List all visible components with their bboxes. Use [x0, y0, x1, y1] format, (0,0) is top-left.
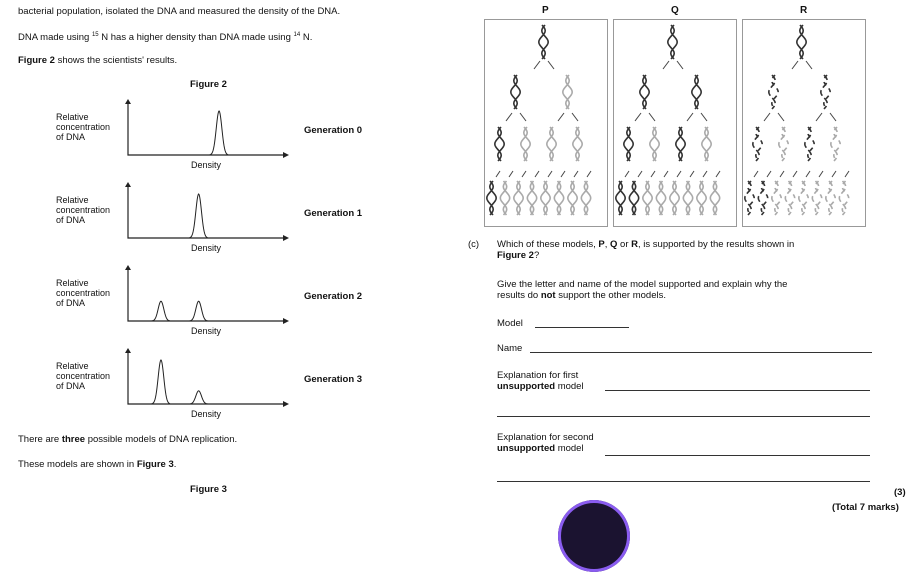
explanation-2-answer-line[interactable]: [605, 455, 870, 456]
y-axis-label-gen-2: Relative concentration of DNA: [56, 278, 111, 308]
intro-line-3: Figure 2 shows the scientists' results.: [18, 55, 178, 66]
arrow-g2-a-5: [561, 171, 565, 177]
explanation-1-label-2: unsupported model: [497, 381, 584, 392]
y-arrowhead: [125, 265, 131, 270]
figure-2-title: Figure 2: [190, 79, 227, 90]
arrow-g1-2: [816, 113, 822, 121]
generation-label-2: Generation 2: [304, 291, 363, 302]
arrow-g1-3: [701, 113, 707, 121]
arrow-g2-a-1: [638, 171, 642, 177]
x-axis-label-gen-1: Density: [191, 243, 222, 253]
helix-g2-2-b: [808, 127, 814, 161]
arrow-g2-a-4: [548, 171, 552, 177]
panel-label-r: R: [800, 5, 808, 16]
arrow-g2-a-1: [509, 171, 513, 177]
arrow-g0-r: [806, 61, 812, 69]
helix-g3-6-b: [829, 181, 835, 215]
model-diagram-q: [613, 19, 735, 225]
arrow-g0-l: [792, 61, 798, 69]
panel-label-p: P: [542, 5, 549, 16]
explanation-1-answer-line[interactable]: [605, 390, 870, 391]
arrow-g1-0: [506, 113, 512, 121]
y-arrowhead: [125, 182, 131, 187]
explanation-2-label-2: unsupported model: [497, 443, 584, 454]
models-line-1: There are three possible models of DNA replication.: [18, 434, 238, 445]
intro-line-1: bacterial population, isolated the DNA and measured the density of the DNA.: [18, 6, 341, 17]
arrow-g2-a-0: [625, 171, 629, 177]
x-axis-label-gen-0: Density: [191, 160, 222, 170]
arrow-g1-3: [830, 113, 836, 121]
peak-gen-3-1: [190, 391, 208, 404]
axes: [128, 351, 285, 404]
peak-gen-3-0: [152, 360, 170, 404]
panel-label-q: Q: [671, 5, 679, 16]
peak-gen-1-0: [190, 194, 208, 238]
helix-g3-7-b: [842, 181, 848, 215]
models-line-2: These models are shown in Figure 3.: [18, 459, 177, 470]
explanation-1-answer-line-2[interactable]: [497, 416, 870, 417]
arrow-g1-1: [520, 113, 526, 121]
total-marks: (Total 7 marks): [832, 502, 899, 513]
x-axis-label-gen-2: Density: [191, 326, 222, 336]
axes: [128, 185, 285, 238]
explanation-2-label: Explanation for second: [497, 432, 594, 443]
helix-g1-1-b: [824, 75, 830, 109]
y-axis-label-gen-3: Relative concentration of DNA: [56, 361, 111, 391]
generation-label-0: Generation 0: [304, 125, 363, 136]
arrow-g2-a-0: [754, 171, 758, 177]
question-number: (c): [468, 239, 480, 250]
helix-g3-1-b: [761, 181, 767, 215]
helix-g2-3-b: [834, 127, 840, 161]
arrow-g1-1: [778, 113, 784, 121]
arrow-g1-2: [558, 113, 564, 121]
arrow-g2-a-3: [535, 171, 539, 177]
helix-g3-0-b: [748, 181, 754, 215]
helix-g2-1-b: [782, 127, 788, 161]
peak-gen-2-1: [190, 301, 208, 321]
helix-g3-5-b: [815, 181, 821, 215]
arrow-g2-a-0: [496, 171, 500, 177]
name-label: Name: [497, 343, 523, 354]
helix-g3-2-b: [775, 181, 781, 215]
arrow-g2-a-2: [780, 171, 784, 177]
x-arrowhead: [283, 152, 289, 158]
arrow-g2-a-5: [819, 171, 823, 177]
instruction-line-1: Give the letter and name of the model supported and explain why the: [497, 279, 788, 290]
y-axis-label-gen-1: Relative concentration of DNA: [56, 195, 111, 225]
arrow-g2-a-6: [703, 171, 707, 177]
graph-gen-2: [125, 266, 295, 326]
graph-gen-1: [125, 183, 295, 243]
arrow-g2-a-3: [664, 171, 668, 177]
generation-label-3: Generation 3: [304, 374, 363, 385]
question-text-2: Figure 2?: [497, 250, 540, 261]
generation-label-1: Generation 1: [304, 208, 363, 219]
helix-g2-0-b: [756, 127, 762, 161]
arrow-g2-a-2: [651, 171, 655, 177]
arrow-g2-a-6: [832, 171, 836, 177]
arrow-g0-r: [677, 61, 683, 69]
name-answer-line[interactable]: [530, 352, 872, 353]
arrow-g0-l: [534, 61, 540, 69]
graph-gen-3: [125, 349, 295, 409]
arrow-g0-l: [663, 61, 669, 69]
arrow-g2-a-7: [845, 171, 849, 177]
x-arrowhead: [283, 318, 289, 324]
helix-g1-0-b: [772, 75, 778, 109]
arrow-g1-2: [687, 113, 693, 121]
intro-line-2: DNA made using $^{15}$ N has a higher density than DNA made using $^{14}$ N.: [18, 32, 313, 44]
arrow-g2-a-4: [677, 171, 681, 177]
overlay-badge[interactable]: [558, 500, 630, 572]
helix-g3-4-b: [802, 181, 808, 215]
arrow-g1-0: [764, 113, 770, 121]
explanation-1-label: Explanation for first: [497, 370, 579, 381]
arrow-g0-r: [548, 61, 554, 69]
peak-gen-2-0: [152, 301, 170, 321]
x-arrowhead: [283, 235, 289, 241]
marks: (3): [894, 487, 906, 498]
peak-gen-0-0: [210, 111, 228, 155]
model-diagram-r: [742, 19, 864, 225]
y-axis-label-gen-0: Relative concentration of DNA: [56, 112, 111, 142]
arrow-g1-0: [635, 113, 641, 121]
question-text: Which of these models, P, Q or R, is supported by the results shown in: [497, 239, 795, 250]
arrow-g2-a-7: [587, 171, 591, 177]
explanation-2-answer-line-2[interactable]: [497, 481, 870, 482]
arrow-g2-a-2: [522, 171, 526, 177]
x-arrowhead: [283, 401, 289, 407]
x-axis-label-gen-3: Density: [191, 409, 222, 419]
arrow-g2-a-3: [793, 171, 797, 177]
arrow-g2-a-5: [690, 171, 694, 177]
arrow-g2-a-1: [767, 171, 771, 177]
y-arrowhead: [125, 99, 131, 104]
arrow-g1-3: [572, 113, 578, 121]
axes: [128, 102, 285, 155]
model-diagram-p: [484, 19, 606, 225]
instruction-line-2: results do not support the other models.: [497, 290, 666, 301]
y-arrowhead: [125, 348, 131, 353]
arrow-g2-a-7: [716, 171, 720, 177]
arrow-g2-a-4: [806, 171, 810, 177]
model-label: Model: [497, 318, 523, 329]
figure-3-title: Figure 3: [190, 484, 227, 495]
axes: [128, 268, 285, 321]
graph-gen-0: [125, 100, 295, 160]
helix-g3-3-b: [788, 181, 794, 215]
model-answer-line[interactable]: [535, 327, 629, 328]
arrow-g2-a-6: [574, 171, 578, 177]
arrow-g1-1: [649, 113, 655, 121]
